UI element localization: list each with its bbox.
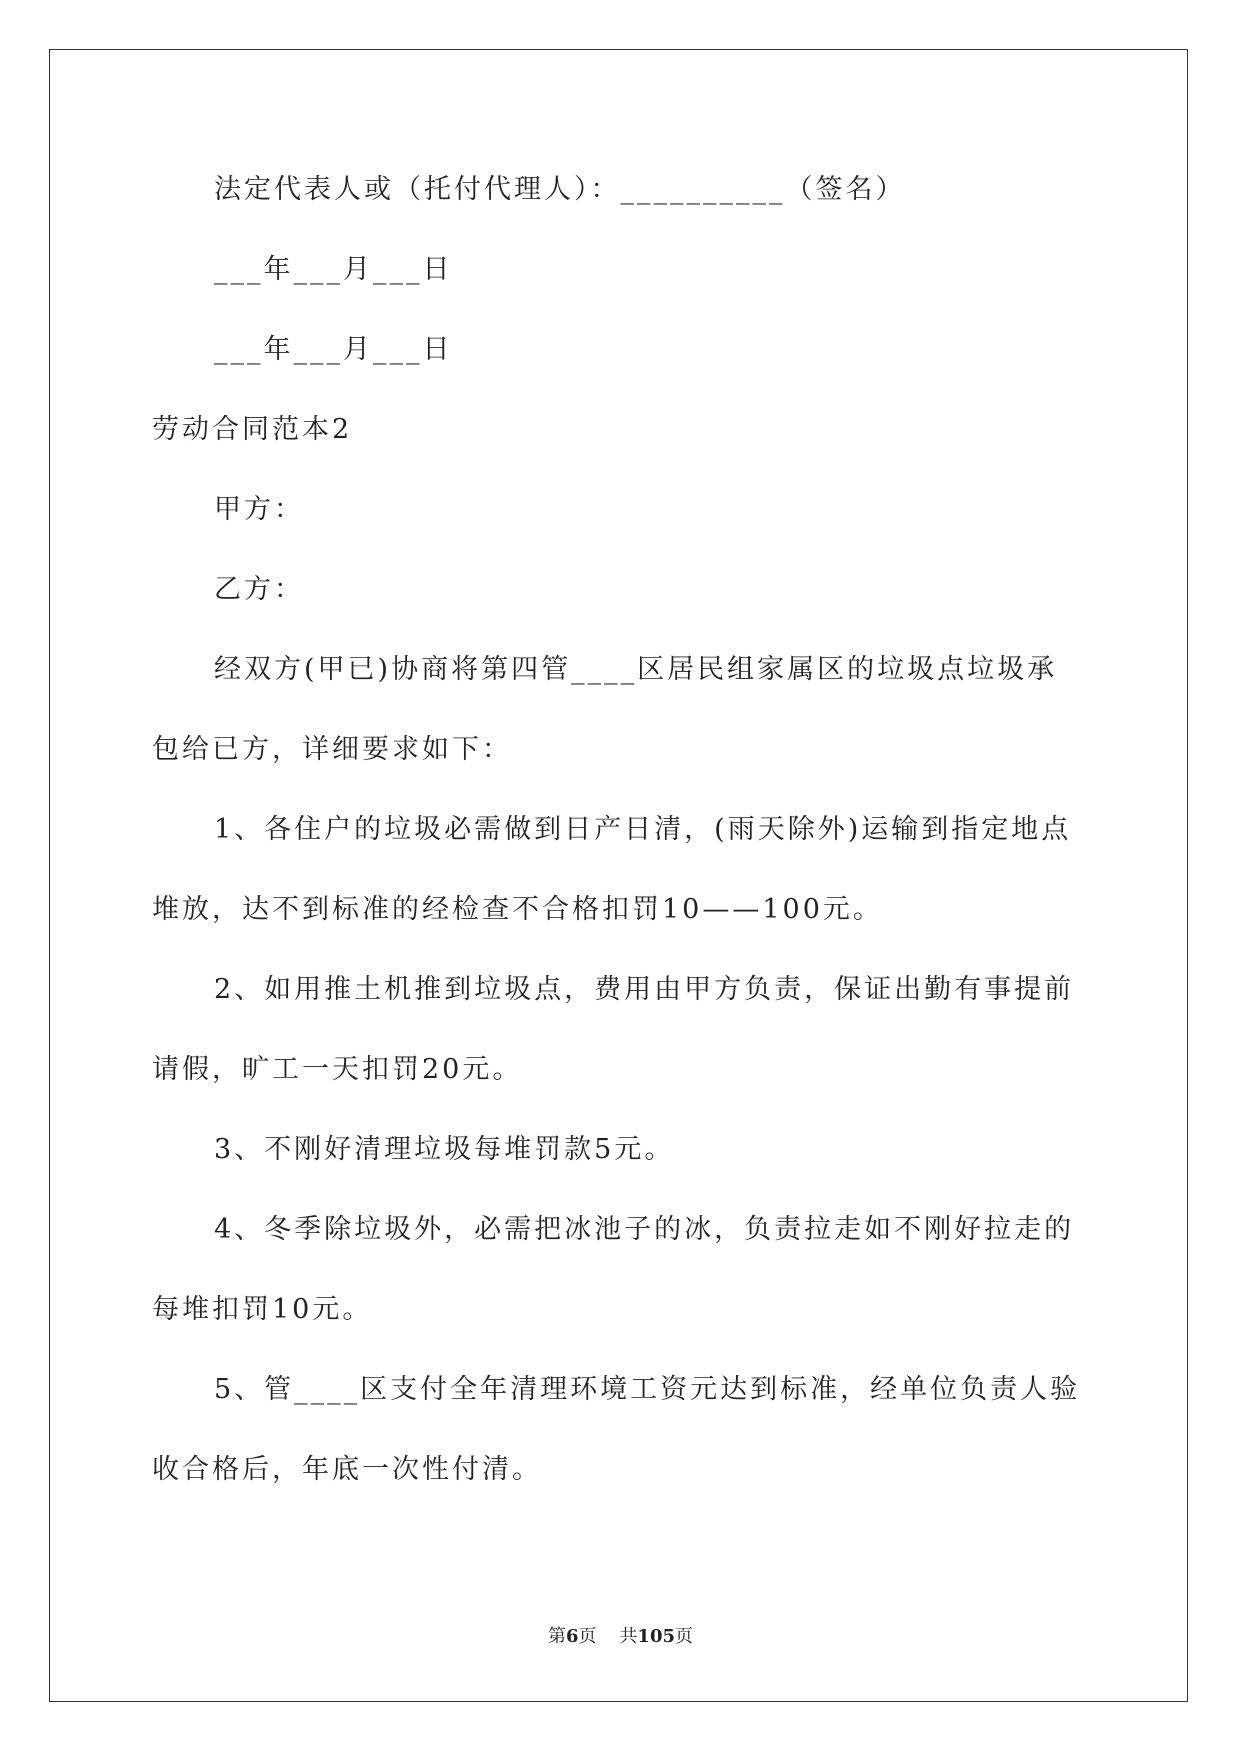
page-suffix: 页 xyxy=(578,1626,597,1647)
party-b-label: 乙方： xyxy=(214,574,304,605)
clause-line: 每堆扣罚10元。 xyxy=(152,1294,373,1325)
clause-line: 收合格后，年底一次性付清。 xyxy=(152,1454,542,1485)
clause-line: 4、冬季除垃圾外，必需把冰池子的冰，负责拉走如不刚好拉走的 xyxy=(214,1214,1075,1245)
clause-line: 1、各住户的垃圾必需做到日产日清，(雨天除外)运输到指定地点 xyxy=(214,814,1072,845)
paragraph-line: 包给已方，详细要求如下： xyxy=(152,734,512,765)
clause-line: 5、管____区支付全年清理环境工资元达到标准，经单位负责人验 xyxy=(214,1374,1081,1405)
clause-line: 堆放，达不到标准的经检查不合格扣罚10——100元。 xyxy=(152,894,883,925)
total-pages: 105 xyxy=(637,1626,675,1647)
clause-line: 请假，旷工一天扣罚20元。 xyxy=(152,1054,523,1085)
clause-line: 2、如用推土机推到垃圾点，费用由甲方负责，保证出勤有事提前 xyxy=(214,974,1075,1005)
page-footer xyxy=(0,1625,1241,1649)
clause-line: 3、不刚好清理垃圾每堆罚款5元。 xyxy=(214,1134,675,1165)
date-line: ___年___月___日 xyxy=(214,334,453,365)
section-title: 劳动合同范本2 xyxy=(152,414,353,445)
date-line: ___年___月___日 xyxy=(214,254,453,285)
page-number: 6 xyxy=(566,1626,579,1647)
total-prefix: 共 xyxy=(619,1626,638,1647)
total-suffix: 页 xyxy=(675,1626,693,1647)
paragraph-line: 经双方(甲已)协商将第四管____区居民组家属区的垃圾点垃圾承 xyxy=(214,654,1058,685)
page-prefix: 第 xyxy=(548,1626,566,1647)
party-a-label: 甲方： xyxy=(214,494,304,525)
signature-line: 法定代表人或（托付代理人）：__________（签名） xyxy=(214,174,906,205)
